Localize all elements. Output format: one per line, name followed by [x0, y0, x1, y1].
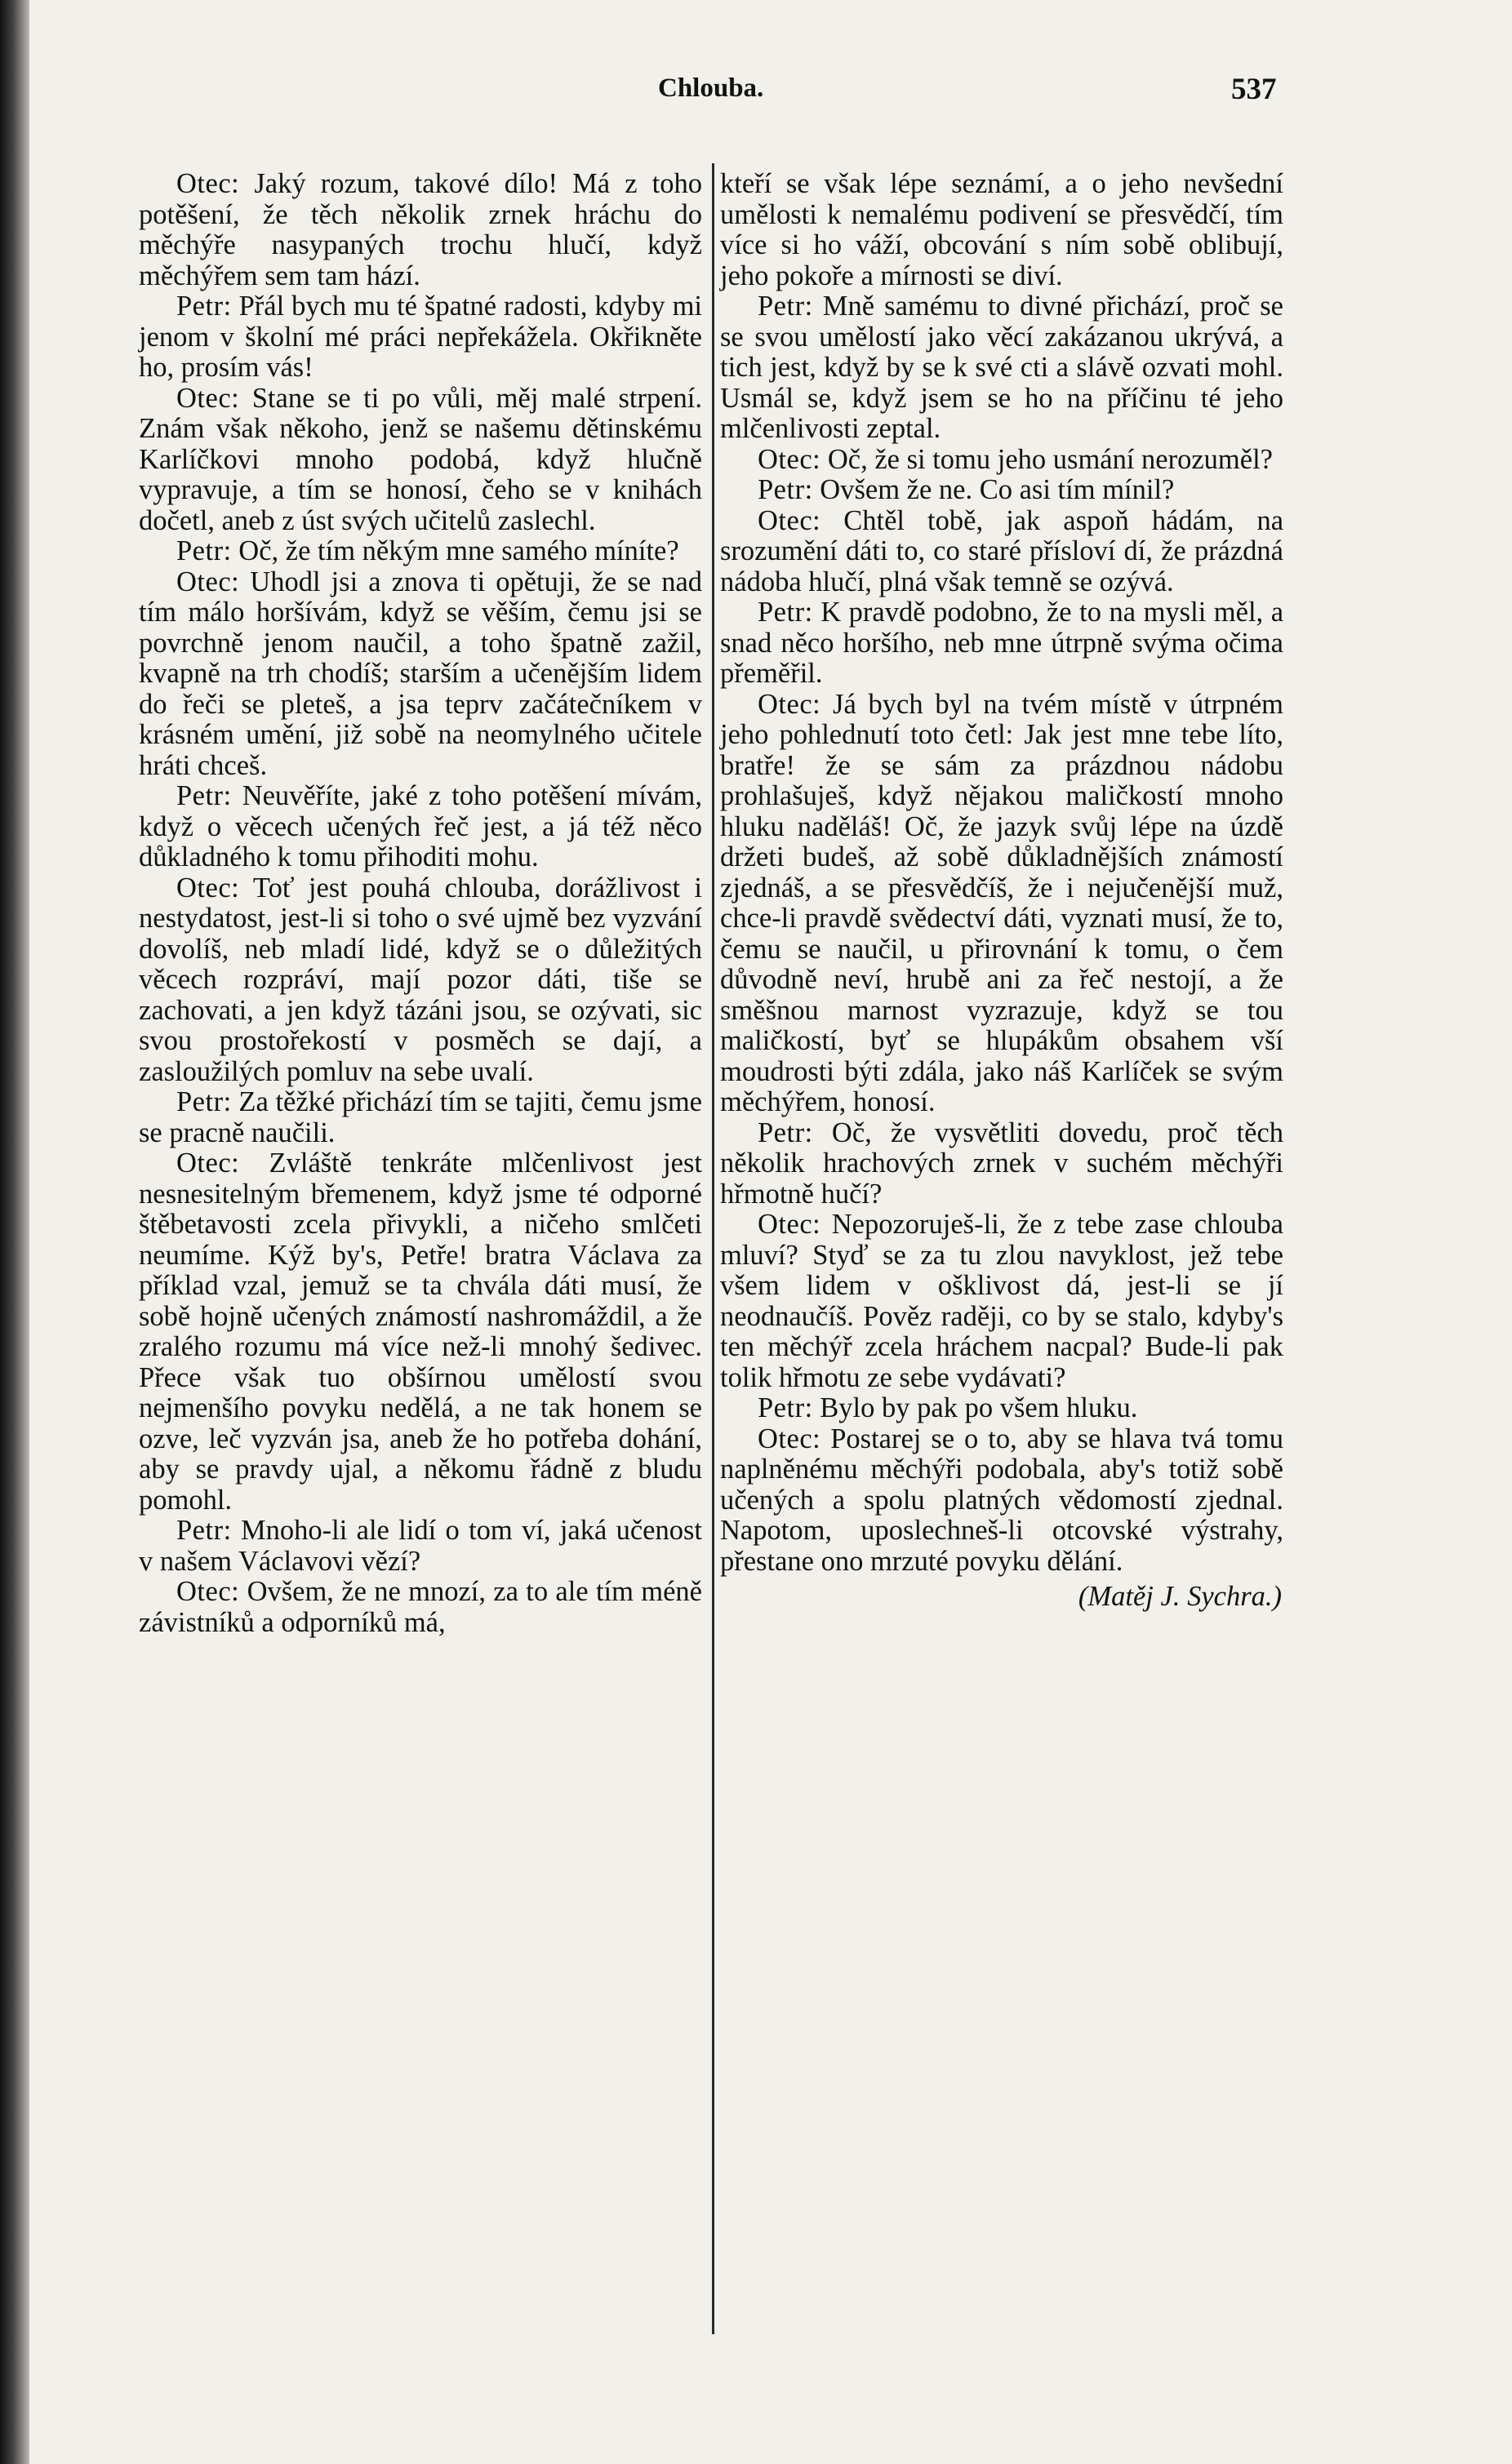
- dialogue-text: Oč, že si tomu jeho usmání nerozuměl?: [827, 443, 1273, 475]
- dialogue-text: Za těžké přichází tím se tajiti, čemu jsme se pracně naučili.: [139, 1086, 702, 1148]
- dialogue-text: Já bych byl na tvém místě v útrpném jeho pohlednutí toto četl: Jak jest mne tebe líto, bratře! že se sám za prázdnou nádobu prohlašuješ, když nějakou maličkostí mnoho hluku naděláš! Oč, že jazyk svůj lépe na úzdě držeti budeš, až sobě důkladnějších známostí zjednáš, a se přesvědčíš, že i nejučenější muž, chce-li pravdě svědectví dáti, vyznati musí, že to, čemu se naučil, u přirovnání k tomu, o čem důvodně neví, hrubě ani za řeč nestojí, a že směšnou marnost vyzrazuje, když se tou maličkostí, byť se hlupákům obsahem vší moudrosti býti zdála, jako náš Karlíček se svým měchýřem, honosí.: [720, 688, 1283, 1117]
- dialogue-text: kteří se však lépe seznámí, a o jeho nevšední umělosti k nemalému podivení se přesvědčí, tím více si ho váží, obcování s ním sobě oblibují, jeho pokoře a mírnosti se diví.: [720, 168, 1283, 291]
- speaker-label: Otec:: [176, 1576, 240, 1607]
- author-signature: (Matěj J. Sychra.): [1078, 1581, 1282, 1612]
- dialogue-text: Přál bych mu té špatné radosti, kdyby mi jenom v školní mé práci nepřekážela. Okřikněte ho, prosím vás!: [139, 291, 702, 383]
- speaker-label: Otec:: [176, 566, 240, 597]
- speaker-label: Petr:: [176, 535, 232, 566]
- dialogue-paragraph: [139, 567, 702, 782]
- dialogue-paragraph: [720, 445, 1283, 476]
- dialogue-text: Mně samému to divné přichází, proč se se svou umělostí jako věcí zakázanou ukrývá, a tich jest, když by se k své cti a slávě ozvati mohl. Usmál se, když jsem se ho na příčinu té jeho mlčenlivosti zeptal.: [720, 291, 1283, 444]
- speaker-label: Petr:: [176, 1086, 232, 1117]
- speaker-label: Otec:: [758, 1423, 821, 1454]
- dialogue-text: Ovšem, že ne mnozí, za to ale tím méně závistníků a odporníků má,: [139, 1576, 702, 1638]
- speaker-label: Otec:: [758, 1209, 821, 1240]
- page-number: 537: [1231, 73, 1277, 106]
- dialogue-paragraph: [720, 506, 1283, 598]
- dialogue-text: Oč, že vysvětliti dovedu, proč těch několik hrachových zrnek v suchém měchýři hřmotně hučí?: [720, 1117, 1284, 1210]
- dialogue-paragraph: [720, 1393, 1283, 1424]
- speaker-label: Petr:: [176, 780, 232, 811]
- dialogue-paragraph: [139, 1087, 702, 1148]
- speaker-label: Otec:: [758, 504, 821, 536]
- dialogue-paragraph: [139, 1516, 702, 1577]
- speaker-label: Otec:: [176, 382, 240, 414]
- dialogue-paragraph: [139, 1148, 702, 1516]
- dialogue-text: Mnoho-li ale lidí o tom ví, jaká učenost v našem Václavovi vězí?: [139, 1515, 703, 1577]
- dialogue-paragraph: [139, 384, 702, 537]
- dialogue-text: Nepozoruješ-li, že z tebe zase chlouba mluví? Styď se za tu zlou navyklost, jež tebe všem lidem v ošklivost dá, jest-li se jí neodnaučíš. Pověz raději, co by se stalo, kdyby's ten měchýř zcela hráchem nacpal? Bude-li pak tolik hřmotu ze sebe vydávati?: [720, 1209, 1283, 1393]
- dialogue-text: Bylo by pak po všem hluku.: [820, 1392, 1138, 1423]
- speaker-label: Petr:: [176, 291, 232, 322]
- right-column-paragraphs: [720, 169, 1283, 1577]
- dialogue-paragraph: [720, 1118, 1283, 1210]
- dialogue-text: Zvláště tenkráte mlčenlivost jest nesnesitelným břemenem, když jsme té odporné štěbetavosti zcela přivykli, a ničeho smlčeti neumíme. Kýž by's, Petře! bratra Václava za příklad vzal, jemuž se ta chvála dáti musí, že sobě hojně učených známostí nashromáždil, a že zralého rozumu má více než-li mnohý šedivec. Přece však tuo obšírnou umělostí svou nejmenšího povyku nedělá, a ne tak honem se ozve, leč vyzván jsa, aneb že ho potřeba dohání, aby se pravdy ujal, a někomu řádně z bludu pomohl.: [139, 1148, 702, 1516]
- dialogue-text: Uhodl jsi a znova ti opětuji, že se nad tím málo horšívám, když se věším, čemu jsi se povrchně jenom naučil, a toho špatně zažil, kvapně na trh chodíš; starším a učenějším lidem do řeči se pleteš, a jsa teprv začátečníkem v krásném umění, již sobě na neomylného učitele hráti chceš.: [139, 566, 703, 781]
- dialogue-paragraph: [720, 291, 1283, 445]
- page-binding-edge: [0, 0, 29, 2464]
- right-text-column: [720, 169, 1283, 1613]
- running-title: Chlouba.: [658, 73, 764, 103]
- speaker-label: Petr:: [758, 291, 813, 322]
- dialogue-paragraph: [139, 169, 702, 291]
- dialogue-paragraph: [720, 597, 1283, 690]
- speaker-label: Otec:: [176, 872, 240, 903]
- speaker-label: Petr:: [758, 1392, 813, 1423]
- dialogue-paragraph: [139, 291, 702, 384]
- dialogue-text: Jaký rozum, takové dílo! Má z toho potěšení, že těch několik zrnek hráchu do měchýře nasypaných trochu hlučí, když měchýřem sem tam hází.: [139, 168, 703, 291]
- dialogue-text: Neuvěříte, jaké z toho potěšení mívám, když o věcech učených řeč jest, a já též něco důkladného k tomu přihoditi mohu.: [139, 780, 702, 872]
- dialogue-paragraph: [720, 169, 1283, 291]
- dialogue-paragraph: [139, 1577, 702, 1638]
- speaker-label: Otec:: [176, 1148, 240, 1179]
- dialogue-paragraph: [720, 1424, 1283, 1578]
- speaker-label: Otec:: [176, 168, 240, 199]
- speaker-label: Petr:: [758, 597, 813, 628]
- dialogue-paragraph: [139, 873, 702, 1088]
- left-text-column: [139, 169, 702, 1638]
- dialogue-text: Postarej se o to, aby se hlava tvá tomu naplněnému měchýři podobala, aby's totiž sobě učených a spolu platných vědomostí zjednal. Napotom, uposlechneš-li otcovské výstrahy, přestane ono mrzuté povyku dělání.: [720, 1423, 1283, 1577]
- dialogue-paragraph: [139, 536, 702, 567]
- dialogue-text: Ovšem že ne. Co asi tím mínil?: [820, 474, 1175, 505]
- dialogue-paragraph: [720, 690, 1283, 1118]
- speaker-label: Otec:: [758, 443, 821, 475]
- column-divider: [712, 163, 714, 2334]
- speaker-label: Petr:: [176, 1515, 232, 1546]
- speaker-label: Petr:: [758, 474, 813, 505]
- page-header: [0, 73, 1512, 114]
- dialogue-paragraph: [720, 1210, 1283, 1393]
- dialogue-paragraph: [139, 781, 702, 873]
- speaker-label: Petr:: [758, 1117, 813, 1148]
- dialogue-text: Stane se ti po vůli, měj malé strpení. Znám však někoho, jenž se našemu dětinskému Karlíčkovi mnoho podobá, když hlučně vypravuje, a tím se honosí, čeho se v knihách dočetl, aneb z úst svých učitelů zaslechl.: [139, 382, 702, 536]
- dialogue-text: Chtěl tobě, jak aspoň hádám, na srozumění dáti to, co staré přísloví dí, že prázdná nádoba hlučí, plná však temně se ozývá.: [720, 504, 1284, 597]
- dialogue-text: Oč, že tím někým mne samého míníte?: [238, 535, 679, 566]
- dialogue-paragraph: [720, 475, 1283, 506]
- dialogue-text: K pravdě podobno, že to na mysli měl, a snad něco horšího, neb mne útrpně svýma očima přeměřil.: [720, 597, 1284, 689]
- dialogue-text: Toť jest pouhá chlouba, dorážlivost i nestydatost, jest-li si toho o své ujmě bez vyzvání dovolíš, neb mladí lidé, když se o důležitých věcech rozpráví, mají pozor dáti, tiše se zachovati, a jen když tázáni jsou, se ozývati, sic svou prostořekostí v posměch se dají, a zasloužilých pomluv na sebe uvalí.: [139, 872, 702, 1087]
- speaker-label: Otec:: [758, 688, 821, 720]
